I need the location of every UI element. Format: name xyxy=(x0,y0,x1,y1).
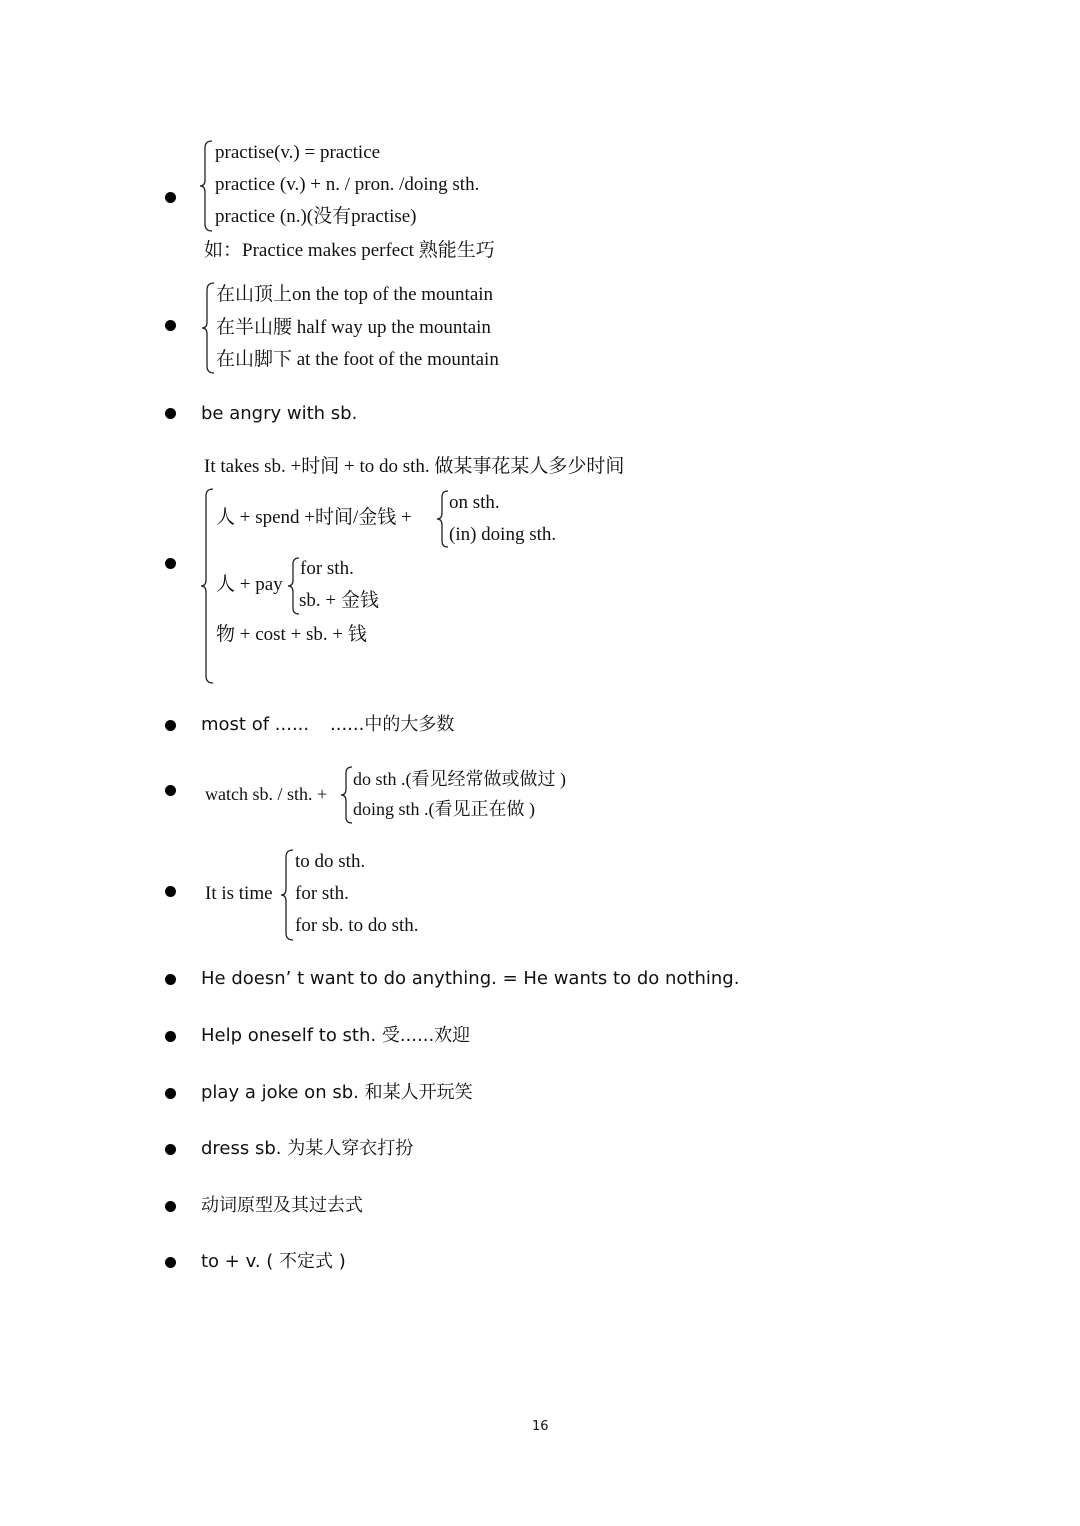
joke-text: play a joke on sb. 和某人开玩笑 xyxy=(201,1082,473,1103)
dress-text: dress sb. 为某人穿衣打扮 xyxy=(201,1138,414,1159)
infinitive-text: to + v. ( 不定式 ) xyxy=(201,1251,346,1272)
pay-option-1: for sth. xyxy=(300,558,354,579)
bullet xyxy=(165,1031,176,1042)
pay-option-2: sb. + 金钱 xyxy=(299,590,379,611)
bullet xyxy=(165,320,176,331)
pay-line: 人 + pay xyxy=(216,574,283,595)
cost-line: 物 + cost + sb. + 钱 xyxy=(216,624,367,645)
mountain-line-3: 在山脚下 at the foot of the mountain xyxy=(216,349,499,370)
angry-text: be angry with sb. xyxy=(201,403,358,424)
time-option-1: to do sth. xyxy=(295,851,366,872)
bullet xyxy=(165,1144,176,1155)
brace-icon xyxy=(199,140,215,232)
spend-line: 人 + spend +时间/金钱 + xyxy=(216,507,412,528)
watch-option-2: doing sth .(看见正在做 ) xyxy=(353,799,535,819)
mountain-line-2: 在半山腰 half way up the mountain xyxy=(216,317,491,338)
practise-example: 如：Practice makes perfect 熟能生巧 xyxy=(204,240,495,261)
mountain-line-1: 在山顶上on the top of the mountain xyxy=(216,284,494,305)
bullet xyxy=(165,192,176,203)
brace-icon xyxy=(436,490,450,548)
practise-line-2: practice (v.) + n. / pron. /doing sth. xyxy=(215,174,480,195)
brace-icon xyxy=(340,766,354,824)
practise-line-1: practise(v.) = practice xyxy=(215,142,381,163)
bullet xyxy=(165,720,176,731)
practise-line-3: practice (n.)(没有practise) xyxy=(215,206,417,227)
spend-option-1: on sth. xyxy=(449,492,500,513)
most-zh: ......中的大多数 xyxy=(330,714,455,735)
time-stem: It is time xyxy=(205,883,273,904)
nothing-text: He doesn’ t want to do anything. = He wants to do nothing. xyxy=(201,968,740,989)
bullet xyxy=(165,1201,176,1212)
brace-icon xyxy=(200,488,216,684)
page-number: 16 xyxy=(532,1419,549,1434)
bullet xyxy=(165,785,176,796)
bullet xyxy=(165,974,176,985)
takes-line: It takes sb. +时间 + to do sth. 做某事花某人多少时间 xyxy=(204,456,625,477)
watch-stem: watch sb. / sth. + xyxy=(205,784,328,804)
verbs-text: 动词原型及其过去式 xyxy=(201,1195,363,1216)
bullet xyxy=(165,408,176,419)
bullet xyxy=(165,1257,176,1268)
bullet xyxy=(165,1088,176,1099)
time-option-3: for sb. to do sth. xyxy=(295,915,419,936)
spend-option-2: (in) doing sth. xyxy=(449,524,557,545)
bullet xyxy=(165,558,176,569)
brace-icon xyxy=(201,282,217,374)
bullet xyxy=(165,886,176,897)
help-text: Help oneself to sth. 受......欢迎 xyxy=(201,1025,471,1046)
most-en: most of ...... xyxy=(201,714,310,735)
brace-icon xyxy=(280,849,296,941)
time-option-2: for sth. xyxy=(295,883,349,904)
watch-option-1: do sth .(看见经常做或做过 ) xyxy=(353,769,566,789)
